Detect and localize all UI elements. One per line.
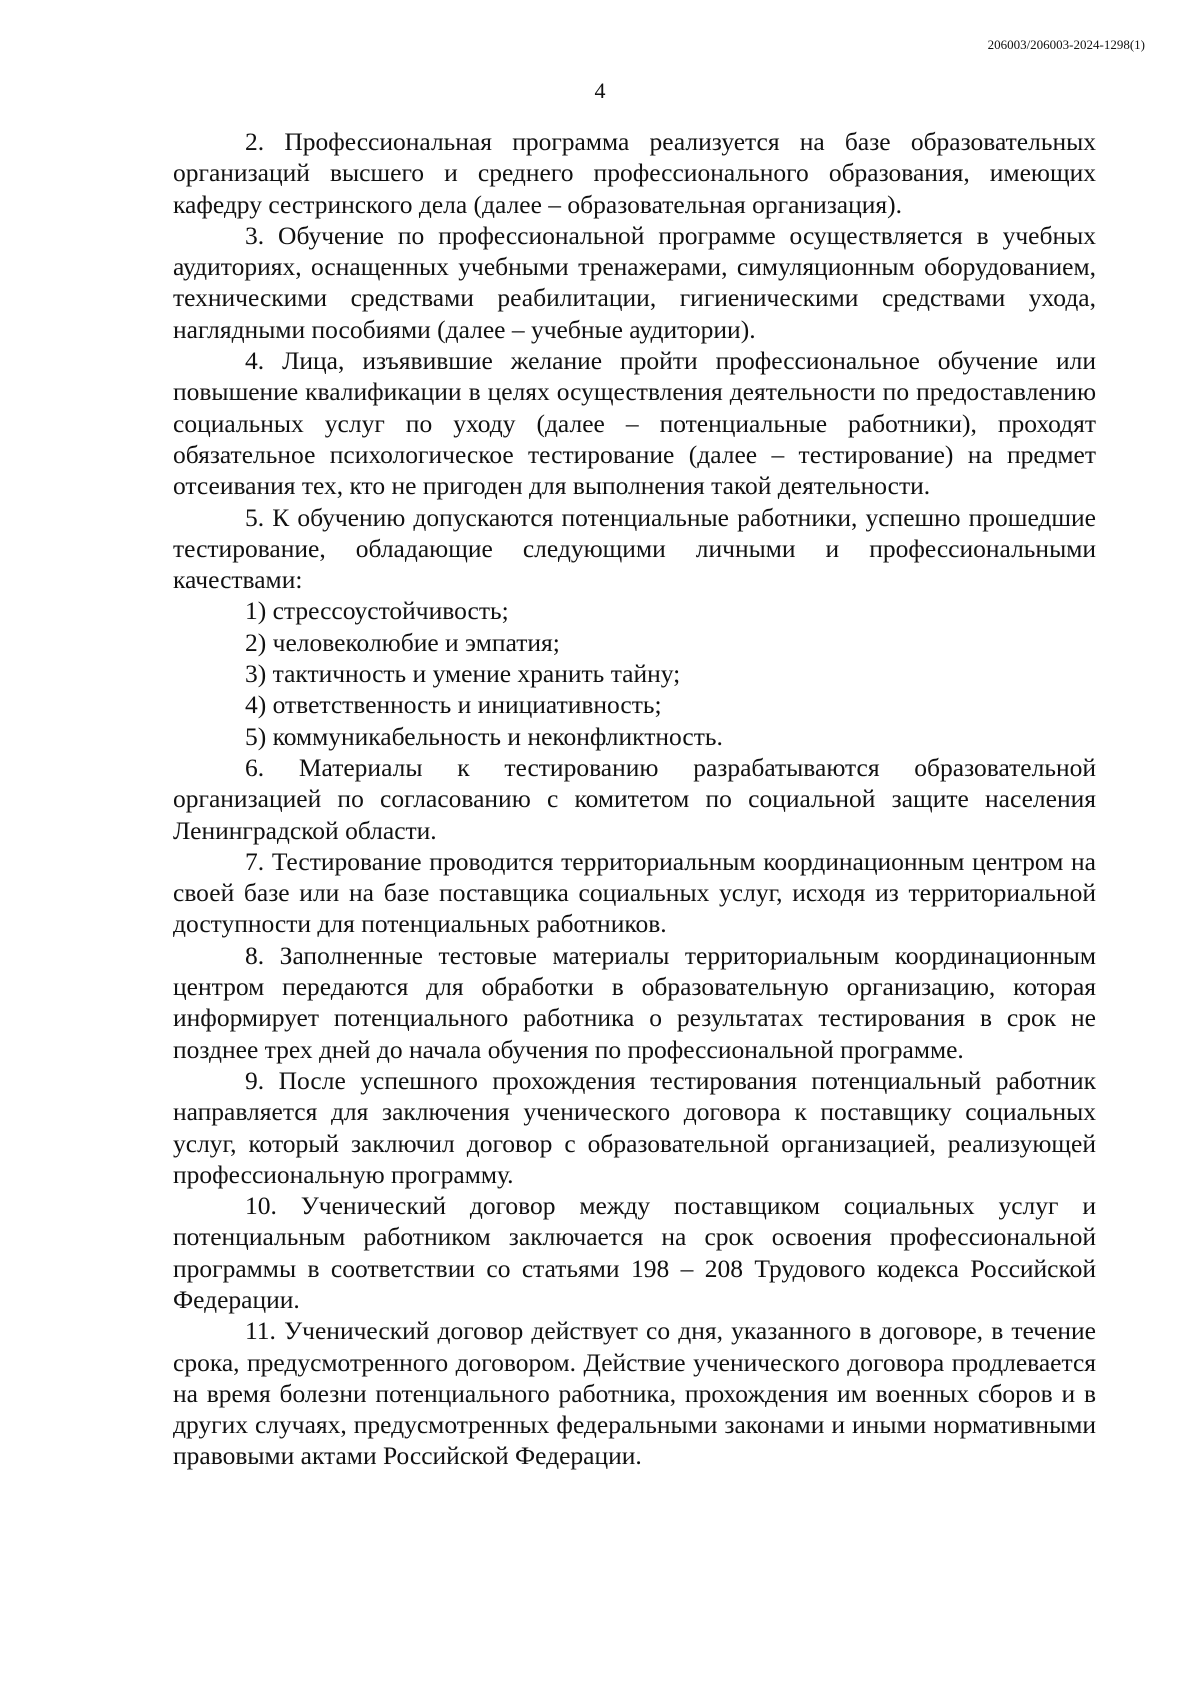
document-registration-number: 206003/206003-2024-1298(1)	[987, 37, 1145, 52]
paragraph-7: 7. Тестирование проводится территориальным координационным центром на своей базе или на базе поставщика социальных услуг, исходя из территориальной доступности для потенциальных работников.	[173, 846, 1096, 939]
paragraph-11: 11. Ученический договор действует со дня, указанного в договоре, в течение срока, предусмотренного договором. Действие ученического договора продлевается на время болезни потенциального работника, прохождения им военных сборов и в других случаях, предусмотренных федеральными законами и иными нормативными правовыми актами Российской Федерации.	[173, 1316, 1096, 1471]
page-number: 4	[594, 78, 606, 103]
paragraph-3: 3. Обучение по профессиональной программе осуществляется в учебных аудиториях, оснащенных учебными тренажерами, симуляционным оборудованием, техническими средствами реабилитации, гигиеническими средствами ухода, наглядными пособиями (далее – учебные аудитории).	[173, 220, 1096, 344]
quality-item-1: 1) стрессоустойчивость;	[245, 596, 509, 626]
quality-item-4: 4) ответственность и инициативность;	[245, 690, 662, 720]
paragraph-6: 6. Материалы к тестированию разрабатываются образовательной организацией по согласованию с комитетом по социальной защите населения Ленинградской области.	[173, 752, 1096, 845]
paragraph-9: 9. После успешного прохождения тестирования потенциальный работник направляется для заключения ученического договора к поставщику социальных услуг, который заключил договор с образовательной организацией, реализующей профессиональную программу.	[173, 1065, 1096, 1189]
document-body	[173, 126, 1096, 1472]
paragraph-2: 2. Профессиональная программа реализуется на базе образовательных организаций высшего и среднего профессионального образования, имеющих кафедру сестринского дела (далее – образовательная организация).	[173, 127, 1096, 219]
quality-item-5: 5) коммуникабельность и неконфликтность.	[245, 721, 723, 751]
quality-item-3: 3) тактичность и умение хранить тайну;	[245, 659, 681, 689]
paragraph-10: 10. Ученический договор между поставщиком социальных услуг и потенциальным работником заключается на срок освоения профессиональной программы в соответствии со статьями 198 – 208 Трудового кодекса Российской Федерации.	[173, 1191, 1096, 1314]
quality-item-2: 2) человеколюбие и эмпатия;	[245, 627, 560, 657]
paragraph-8: 8. Заполненные тестовые материалы территориальным координационным центром передаются для обработки в образовательную организацию, которая информирует потенциального работника о результатах тестирования в срок не позднее трех дней до начала обучения по профессиональной программе.	[173, 940, 1096, 1064]
paragraph-4: 4. Лица, изъявившие желание пройти профессиональное обучение или повышение квалификации в целях осуществления деятельности по предоставлению социальных услуг по уходу (далее – потенциальные работники), проходят обязательное психологическое тестирование (далее – тестирование) на предмет отсеивания тех, кто не пригоден для выполнения такой деятельности.	[173, 346, 1096, 501]
paragraph-5: 5. К обучению допускаются потенциальные работники, успешно прошедшие тестирование, обладающие следующими личными и профессиональными качествами:	[173, 502, 1096, 595]
